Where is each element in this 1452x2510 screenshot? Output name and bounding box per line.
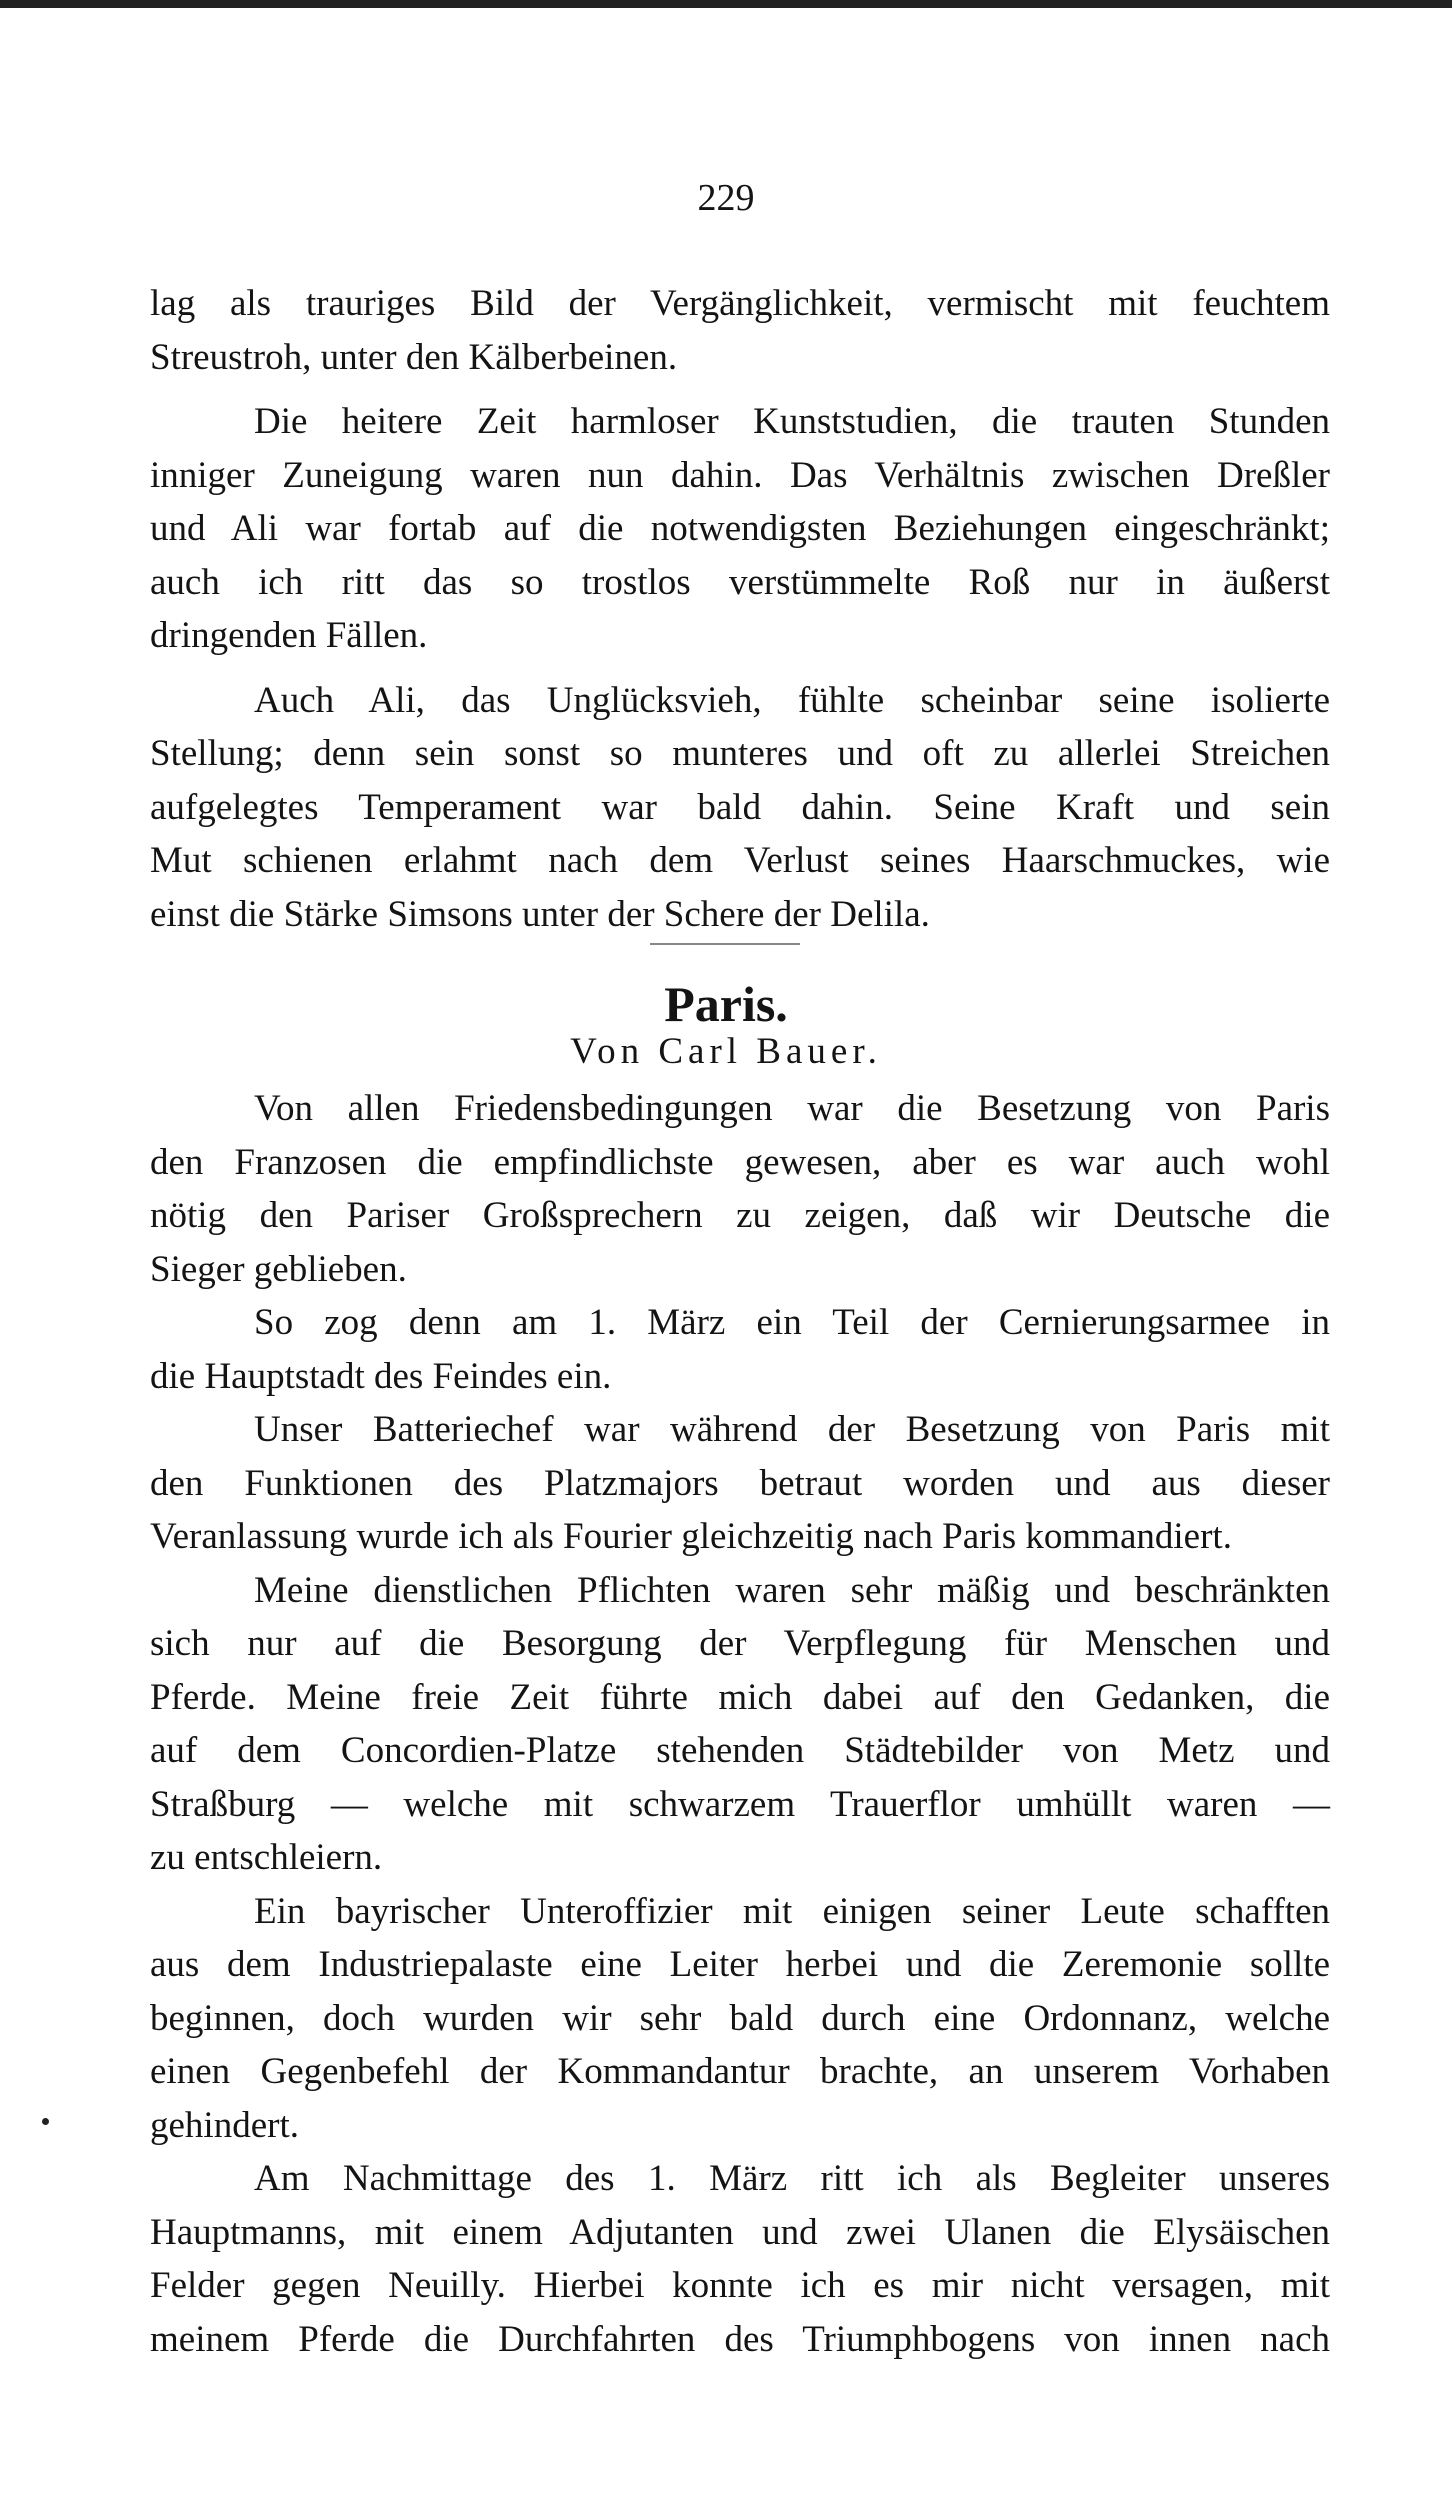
text-line: den Franzosen die empfindlichste gewesen, aber es war auch wohl	[150, 1141, 1330, 1183]
article-title: Paris.	[664, 976, 788, 1032]
previous-story-text	[150, 277, 1330, 941]
paragraph	[150, 277, 1330, 384]
text-line: Sieger geblieben.	[150, 1248, 407, 1290]
text-line: Ein bayrischer Unteroffizier mit einigen seiner Leute schafften	[254, 1890, 1330, 1932]
text-line: Pferde. Meine freie Zeit führte mich dabei auf den Gedanken, die	[150, 1676, 1330, 1718]
text-line: aus dem Industriepalaste eine Leiter herbei und die Zeremonie sollte	[150, 1944, 1330, 1985]
text-line: Die heitere Zeit harmloser Kunststudien, die trauten Stunden	[254, 401, 1330, 442]
text-line: gehindert.	[150, 2104, 299, 2146]
text-line: inniger Zuneigung waren nun dahin. Das Verhältnis zwischen Dreßler	[150, 454, 1330, 496]
text-line: Stellung; denn sein sonst so munteres und oft zu allerlei Streichen	[150, 733, 1330, 774]
text-line: lag als trauriges Bild der Vergänglichkeit, vermischt mit feuchtem	[150, 283, 1330, 324]
text-line: sich nur auf die Besorgung der Verpflegung für Menschen und	[150, 1623, 1330, 1664]
paragraph	[150, 1403, 1330, 1564]
text-line: dringenden Fällen.	[150, 615, 428, 656]
text-line: aufgelegtes Temperament war bald dahin. Seine Kraft und sein	[150, 786, 1330, 828]
paragraph	[150, 1885, 1330, 2153]
scan-edge	[0, 0, 1452, 8]
text-line: auf dem Concordien-Platze stehenden Städtebilder von Metz und	[150, 1730, 1330, 1771]
page-number: 229	[697, 177, 755, 219]
text-line: Felder gegen Neuilly. Hierbei konnte ich es mir nicht versagen, mit	[150, 2265, 1330, 2306]
text-line: Streustroh, unter den Kälberbeinen.	[150, 336, 678, 378]
paragraph	[150, 1082, 1330, 1296]
text-line: nötig den Pariser Großsprechern zu zeigen, daß wir Deutsche die	[150, 1195, 1330, 1236]
text-line: den Funktionen des Platzmajors betraut worden und aus dieser	[150, 1462, 1330, 1504]
paragraph	[150, 674, 1330, 942]
text-line: und Ali war fortab auf die notwendigsten Beziehungen eingeschränkt;	[150, 508, 1330, 549]
text-line: Mut schienen erlahmt nach dem Verlust seines Haarschmuckes, wie	[150, 840, 1330, 881]
article-author: Von Carl Bauer.	[570, 1031, 882, 1072]
section-divider	[650, 943, 800, 945]
text-line: zu entschleiern.	[150, 1837, 383, 1878]
text-line: beginnen, doch wurden wir sehr bald durch eine Ordonnanz, welche	[150, 1997, 1330, 2039]
text-line: Hauptmanns, mit einem Adjutanten und zwei Ulanen die Elysäischen	[150, 2211, 1330, 2253]
paragraph	[150, 1296, 1330, 1403]
text-line: meinem Pferde die Durchfahrten des Triumphbogens von innen nach	[150, 2318, 1330, 2360]
text-line: Straßburg — welche mit schwarzem Trauerflor umhüllt waren —	[150, 1783, 1330, 1825]
text-line: So zog denn am 1. März ein Teil der Cernierungsarmee in	[254, 1302, 1330, 1343]
text-line: einen Gegenbefehl der Kommandantur brachte, an unserem Vorhaben	[150, 2051, 1330, 2092]
text-line: Meine dienstlichen Pflichten waren sehr mäßig und beschränkten	[254, 1569, 1330, 1611]
paragraph	[150, 1564, 1330, 1885]
text-line: Unser Batteriechef war während der Besetzung von Paris mit	[254, 1409, 1330, 1450]
stray-mark	[42, 2118, 49, 2125]
paragraph	[150, 395, 1330, 663]
text-line: Auch Ali, das Unglücksvieh, fühlte scheinbar seine isolierte	[254, 679, 1330, 721]
text-line: Veranlassung wurde ich als Fourier gleichzeitig nach Paris kommandiert.	[150, 1516, 1232, 1557]
text-line: Am Nachmittage des 1. März ritt ich als Begleiter unseres	[254, 2158, 1330, 2199]
text-line: auch ich ritt das so trostlos verstümmelte Roß nur in äußerst	[150, 561, 1330, 603]
paragraph	[150, 2152, 1330, 2366]
text-line: einst die Stärke Simsons unter der Schere der Delila.	[150, 893, 930, 935]
text-line: Von allen Friedensbedingungen war die Besetzung von Paris	[254, 1088, 1330, 1129]
article-body	[150, 1082, 1330, 2366]
text-line: die Hauptstadt des Feindes ein.	[150, 1355, 612, 1397]
